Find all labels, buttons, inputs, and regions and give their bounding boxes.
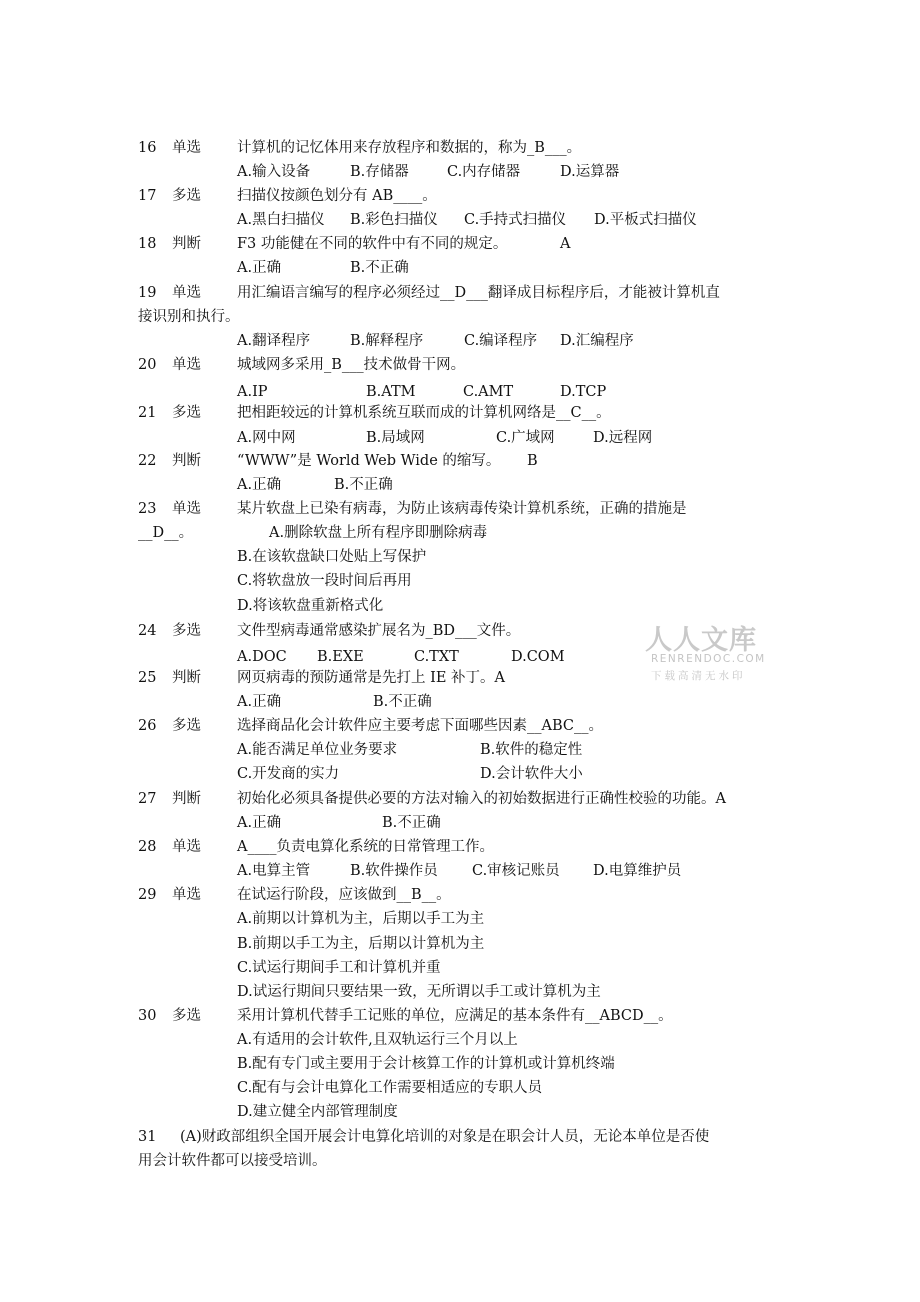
option: A.删除软盘上所有程序即删除病毒	[269, 525, 488, 541]
question-type: 多选	[172, 1008, 201, 1024]
option: A.前期以计算机为主，后期以手工为主	[237, 911, 485, 927]
option: B.存储器	[350, 164, 409, 180]
option: B.ATM	[366, 384, 416, 400]
option: D.COM	[511, 649, 565, 665]
option: B.配有专门或主要用于会计核算工作的计算机或计算机终端	[237, 1056, 615, 1072]
option: A.正确	[237, 815, 282, 831]
option: C.配有与会计电算化工作需要相适应的专职人员	[237, 1080, 543, 1096]
option: D.远程网	[593, 430, 653, 446]
option: B.软件操作员	[350, 863, 438, 879]
option: A.电算主管	[237, 863, 311, 879]
option: C.AMT	[463, 384, 514, 400]
question-number: 18	[138, 236, 157, 252]
option: C.试运行期间手工和计算机并重	[237, 960, 441, 976]
option: D.试运行期间只要结果一致，无所谓以手工或计算机为主	[237, 984, 601, 1000]
question-number: 23	[138, 501, 157, 517]
option: B.EXE	[317, 649, 364, 665]
question-text: 采用计算机代替手工记账的单位，应满足的基本条件有__ABCD__。	[237, 1008, 673, 1024]
question-type: 判断	[172, 453, 201, 469]
option: A.DOC	[237, 649, 287, 665]
option: A.IP	[237, 384, 268, 400]
option: A.正确	[237, 260, 282, 276]
question-number: 20	[138, 357, 157, 373]
option: C.广域网	[496, 430, 555, 446]
question-number: 29	[138, 887, 157, 903]
option: D.电算维护员	[593, 863, 682, 879]
option: B.不正确	[373, 694, 432, 710]
option: C.将软盘放一段时间后再用	[237, 573, 412, 589]
option: B.不正确	[334, 477, 393, 493]
question-type: 单选	[172, 357, 201, 373]
question-number: 19	[138, 285, 157, 301]
question-number: 25	[138, 670, 157, 686]
answer-mark: B	[527, 453, 538, 469]
question-text: 文件型病毒通常感染扩展名为_BD___文件。	[237, 623, 521, 639]
question-number: 16	[138, 140, 157, 156]
question-text: 某片软盘上已染有病毒，为防止该病毒传染计算机系统，正确的措施是	[237, 501, 687, 517]
question-text: (A)财政部组织全国开展会计电算化培训的对象是在职会计人员，无论本单位是否使	[180, 1129, 710, 1145]
question-type: 判断	[172, 670, 201, 686]
watermark-title: 人人文库	[645, 625, 757, 656]
option: B.彩色扫描仪	[350, 212, 438, 228]
question-number: 22	[138, 453, 157, 469]
option: D.平板式扫描仪	[594, 212, 697, 228]
option: C.TXT	[414, 649, 459, 665]
option: B.不正确	[382, 815, 441, 831]
option: A.能否满足单位业务要求	[237, 742, 398, 758]
question-text-continued: 用会计软件都可以接受培训。	[138, 1153, 327, 1169]
question-text: 扫描仪按颜色划分有 AB____。	[237, 188, 437, 204]
question-number: 24	[138, 623, 157, 639]
question-type: 单选	[172, 501, 201, 517]
question-number: 27	[138, 791, 157, 807]
option: C.审核记账员	[472, 863, 560, 879]
option: C.开发商的实力	[237, 766, 340, 782]
question-text: A____负责电算化系统的日常管理工作。	[237, 839, 494, 855]
watermark-url: RENRENDOC.COM	[651, 653, 766, 665]
question-number: 30	[138, 1008, 157, 1024]
answer-mark: A	[560, 236, 571, 252]
option: A.翻译程序	[237, 333, 311, 349]
option: A.网中网	[237, 430, 296, 446]
option: B.软件的稳定性	[480, 742, 583, 758]
option: B.在该软盘缺口处贴上写保护	[237, 549, 427, 565]
option: A.黑白扫描仪	[237, 212, 325, 228]
question-text: 选择商品化会计软件应主要考虑下面哪些因素__ABC__。	[237, 718, 603, 734]
question-type: 判断	[172, 791, 201, 807]
option: A.正确	[237, 694, 282, 710]
option: B.局域网	[366, 430, 425, 446]
question-text: 初始化必须具备提供必要的方法对输入的初始数据进行正确性校验的功能。A	[237, 791, 726, 807]
option: B.前期以手工为主，后期以计算机为主	[237, 936, 485, 952]
option: C.编译程序	[464, 333, 538, 349]
option: A.输入设备	[237, 164, 311, 180]
question-type: 多选	[172, 405, 201, 421]
question-number: 31	[138, 1129, 157, 1145]
question-text: 在试运行阶段，应该做到__B__。	[237, 887, 451, 903]
question-type: 单选	[172, 285, 201, 301]
question-text: 网页病毒的预防通常是先打上 IE 补丁。A	[237, 670, 506, 686]
question-number: 17	[138, 188, 157, 204]
option: D.将该软盘重新格式化	[237, 598, 384, 614]
option: D.TCP	[560, 384, 607, 400]
question-number: 28	[138, 839, 157, 855]
question-number: 26	[138, 718, 157, 734]
question-text: 城域网多采用_B___技术做骨干网。	[237, 357, 466, 373]
question-text: 用汇编语言编写的程序必须经过__D___翻译成目标程序后，才能被计算机直	[237, 285, 720, 301]
option: B.解释程序	[350, 333, 424, 349]
question-type: 单选	[172, 140, 201, 156]
option: D.会计软件大小	[480, 766, 583, 782]
option: D.汇编程序	[560, 333, 634, 349]
option: A.有适用的会计软件,且双轨运行三个月以上	[237, 1032, 518, 1048]
question-type: 多选	[172, 623, 201, 639]
option: B.不正确	[350, 260, 409, 276]
question-type: 单选	[172, 887, 201, 903]
watermark-subtitle: 下载高清无水印	[651, 670, 746, 682]
question-type: 单选	[172, 839, 201, 855]
option: A.正确	[237, 477, 282, 493]
question-number: 21	[138, 405, 157, 421]
option: D.运算器	[560, 164, 620, 180]
question-text: 计算机的记忆体用来存放程序和数据的，称为_B___。	[237, 140, 582, 156]
question-text-continued: __D__。	[138, 525, 194, 541]
option: C.手持式扫描仪	[464, 212, 567, 228]
question-text: F3 功能健在不同的软件中有不同的规定。	[237, 236, 508, 252]
question-text: “WWW”是 World Web Wide 的缩写。	[237, 453, 501, 469]
question-type: 多选	[172, 718, 201, 734]
question-text: 把相距较远的计算机系统互联而成的计算机网络是__C__。	[237, 405, 611, 421]
question-type: 判断	[172, 236, 201, 252]
question-type: 多选	[172, 188, 201, 204]
option: D.建立健全内部管理制度	[237, 1104, 398, 1120]
option: C.内存储器	[447, 164, 521, 180]
question-text-continued: 接识别和执行。	[138, 309, 240, 325]
watermark	[633, 618, 783, 684]
